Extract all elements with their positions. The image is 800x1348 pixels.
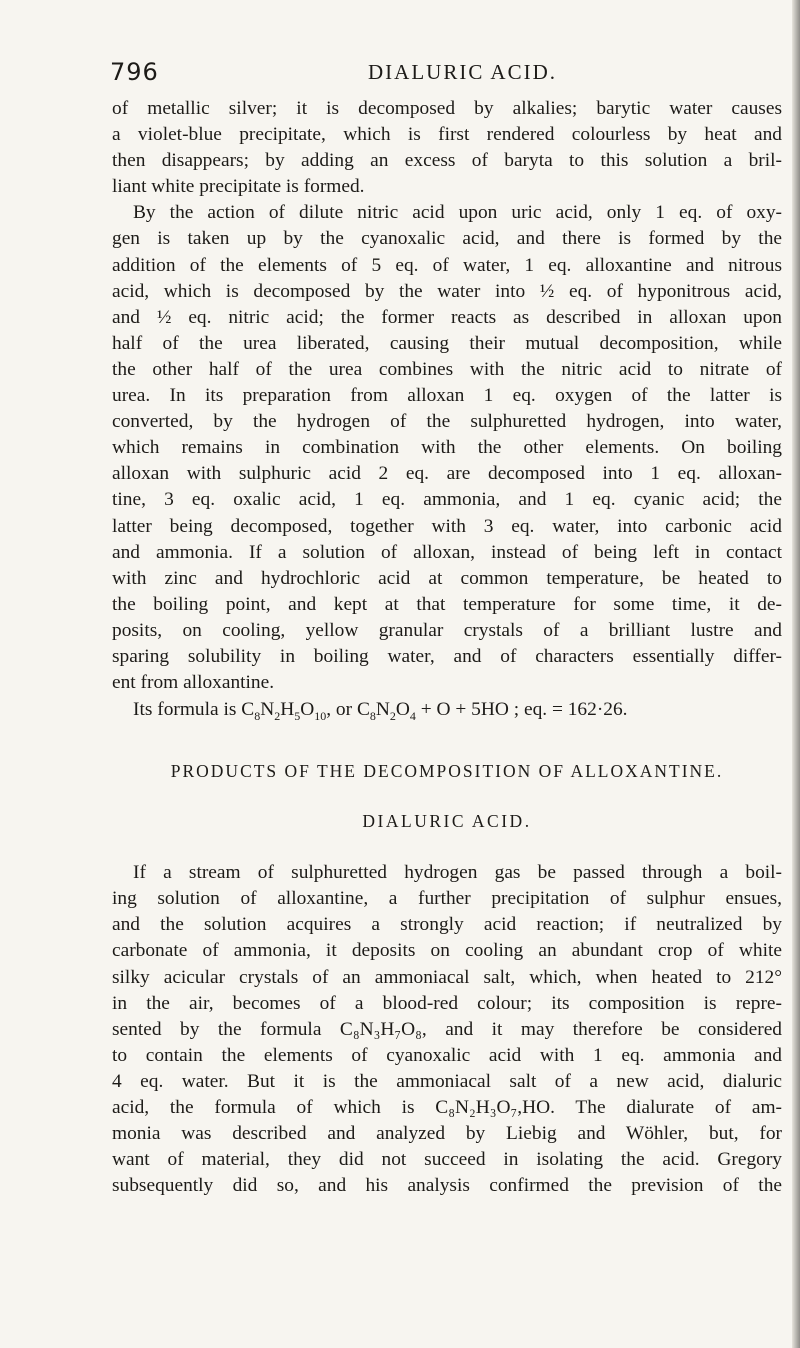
formula-symbol: O bbox=[395, 699, 410, 721]
text-line: By the action of dilute nitric acid upon uric acid, only 1 eq. of oxy- bbox=[133, 202, 782, 224]
text-line: acid, the formula of which is C₈N₂H₃O₇,HO. The dialurate of am- bbox=[112, 1097, 782, 1118]
formula-tail: + O + 5HO ; eq. = 162·26. bbox=[415, 699, 628, 721]
text-line: sented by the formula C₈N₃H₇O₈, and it may therefore be considered bbox=[112, 1018, 782, 1040]
text-line: acid, which is decomposed by the water into ½ eq. of hyponitrous acid, bbox=[112, 280, 782, 302]
formula-subscript: 4 bbox=[409, 709, 416, 724]
text-line: the boiling point, and kept at that temperature for some time, it de- bbox=[112, 593, 782, 615]
formula-subscript: 8 bbox=[369, 709, 376, 724]
text-line: to contain the elements of cyanoxalic acid with 1 eq. ammonia and bbox=[112, 1044, 782, 1066]
page-body bbox=[112, 96, 782, 1199]
formula-symbol: C bbox=[241, 699, 255, 721]
text-line: latter being decomposed, together with 3 eq. water, into carbonic acid bbox=[112, 515, 782, 537]
text-line: subsequently did so, and his analysis confirmed the prevision of the bbox=[112, 1175, 782, 1197]
text-line: of metallic silver; it is decomposed by alkalies; barytic water causes bbox=[112, 98, 782, 119]
section-gap bbox=[112, 724, 782, 758]
text-line: which remains in combination with the other elements. On boiling bbox=[112, 437, 782, 459]
section-heading-products: PRODUCTS OF THE DECOMPOSITION OF ALLOXANTINE. bbox=[170, 761, 724, 782]
page-edge-shadow bbox=[792, 0, 800, 1348]
text-line: gen is taken up by the cyanoxalic acid, and there is formed by the bbox=[112, 228, 782, 250]
text-line: ing solution of alloxantine, a further precipitation of sulphur ensues, bbox=[112, 888, 782, 910]
text-line: ent from alloxantine. bbox=[112, 672, 275, 694]
formula-symbol: N bbox=[260, 699, 275, 721]
text-line: sparing solubility in boiling water, and of characters essentially differ- bbox=[112, 645, 782, 667]
formula-subscript: 8 bbox=[254, 709, 261, 724]
formula-subscript: 10 bbox=[314, 709, 327, 724]
page-header bbox=[110, 46, 790, 86]
formula-symbol: C bbox=[356, 699, 370, 721]
text-line: then disappears; by adding an excess of baryta to this solution a bril- bbox=[112, 150, 782, 172]
text-line: posits, on cooling, yellow granular crystals of a brilliant lustre and bbox=[112, 619, 782, 641]
formula-subscript: 2 bbox=[389, 709, 396, 724]
text-line: converted, by the hydrogen of the sulphuretted hydrogen, into water, bbox=[112, 411, 782, 433]
paragraph-silver bbox=[112, 96, 782, 200]
formula-one bbox=[241, 699, 327, 724]
formula-symbol: N bbox=[375, 699, 390, 721]
text-line: a violet-blue precipitate, which is first rendered colourless by heat and bbox=[112, 124, 782, 146]
text-line: and ½ eq. nitric acid; the former reacts as described in alloxan upon bbox=[112, 306, 782, 328]
text-line: with zinc and hydrochloric acid at common temperature, be heated to bbox=[112, 567, 782, 589]
text-line: tine, 3 eq. oxalic acid, 1 eq. ammonia, and 1 eq. cyanic acid; the bbox=[112, 489, 782, 511]
text-line: the other half of the urea combines with the nitric acid to nitrate of bbox=[112, 358, 782, 380]
text-line: and the solution acquires a strongly acid reaction; if neutralized by bbox=[112, 914, 782, 936]
paragraph-nitric-acid bbox=[112, 200, 782, 696]
text-line: want of material, they did not succeed in isolating the acid. Gregory bbox=[112, 1149, 782, 1171]
formula-two bbox=[356, 699, 416, 724]
text-line: alloxan with sulphuric acid 2 eq. are decomposed into 1 eq. alloxan- bbox=[112, 463, 782, 485]
text-line: in the air, becomes of a blood-red colour; its composition is repre- bbox=[112, 992, 782, 1014]
formula-subscript: 2 bbox=[274, 709, 281, 724]
text-line: addition of the elements of 5 eq. of water, 1 eq. alloxantine and nitrous bbox=[112, 254, 782, 276]
paragraph-dialuric bbox=[112, 860, 782, 1199]
formula-symbol: H bbox=[280, 699, 295, 721]
text-line: carbonate of ammonia, it deposits on cooling an abundant crop of white bbox=[112, 940, 782, 962]
page-number: 796 bbox=[110, 58, 159, 86]
text-line: liant white precipitate is formed. bbox=[112, 176, 365, 198]
text-line: If a stream of sulphuretted hydrogen gas be passed through a boil- bbox=[133, 862, 782, 884]
text-line: half of the urea liberated, causing their mutual decomposition, while bbox=[112, 332, 782, 354]
text-line: and ammonia. If a solution of alloxan, instead of being left in contact bbox=[112, 541, 782, 563]
section-heading-dialuric: DIALURIC ACID. bbox=[362, 811, 532, 832]
text-line: silky acicular crystals of an ammoniacal salt, which, when heated to 212° bbox=[112, 966, 782, 988]
formula-line bbox=[112, 696, 782, 724]
text-line: urea. In its preparation from alloxan 1 eq. oxygen of the latter is bbox=[112, 385, 782, 407]
formula-symbol: O bbox=[300, 699, 315, 721]
formula-subscript: 5 bbox=[294, 709, 301, 724]
formula-mid: , or bbox=[326, 699, 357, 721]
text-line: monia was described and analyzed by Liebig and Wöhler, but, for bbox=[112, 1123, 782, 1145]
text-line: 4 eq. water. But it is the ammoniacal salt of a new acid, dialuric bbox=[112, 1070, 782, 1092]
formula-lead: Its formula is bbox=[133, 699, 242, 721]
running-title: DIALURIC ACID. bbox=[368, 60, 557, 84]
